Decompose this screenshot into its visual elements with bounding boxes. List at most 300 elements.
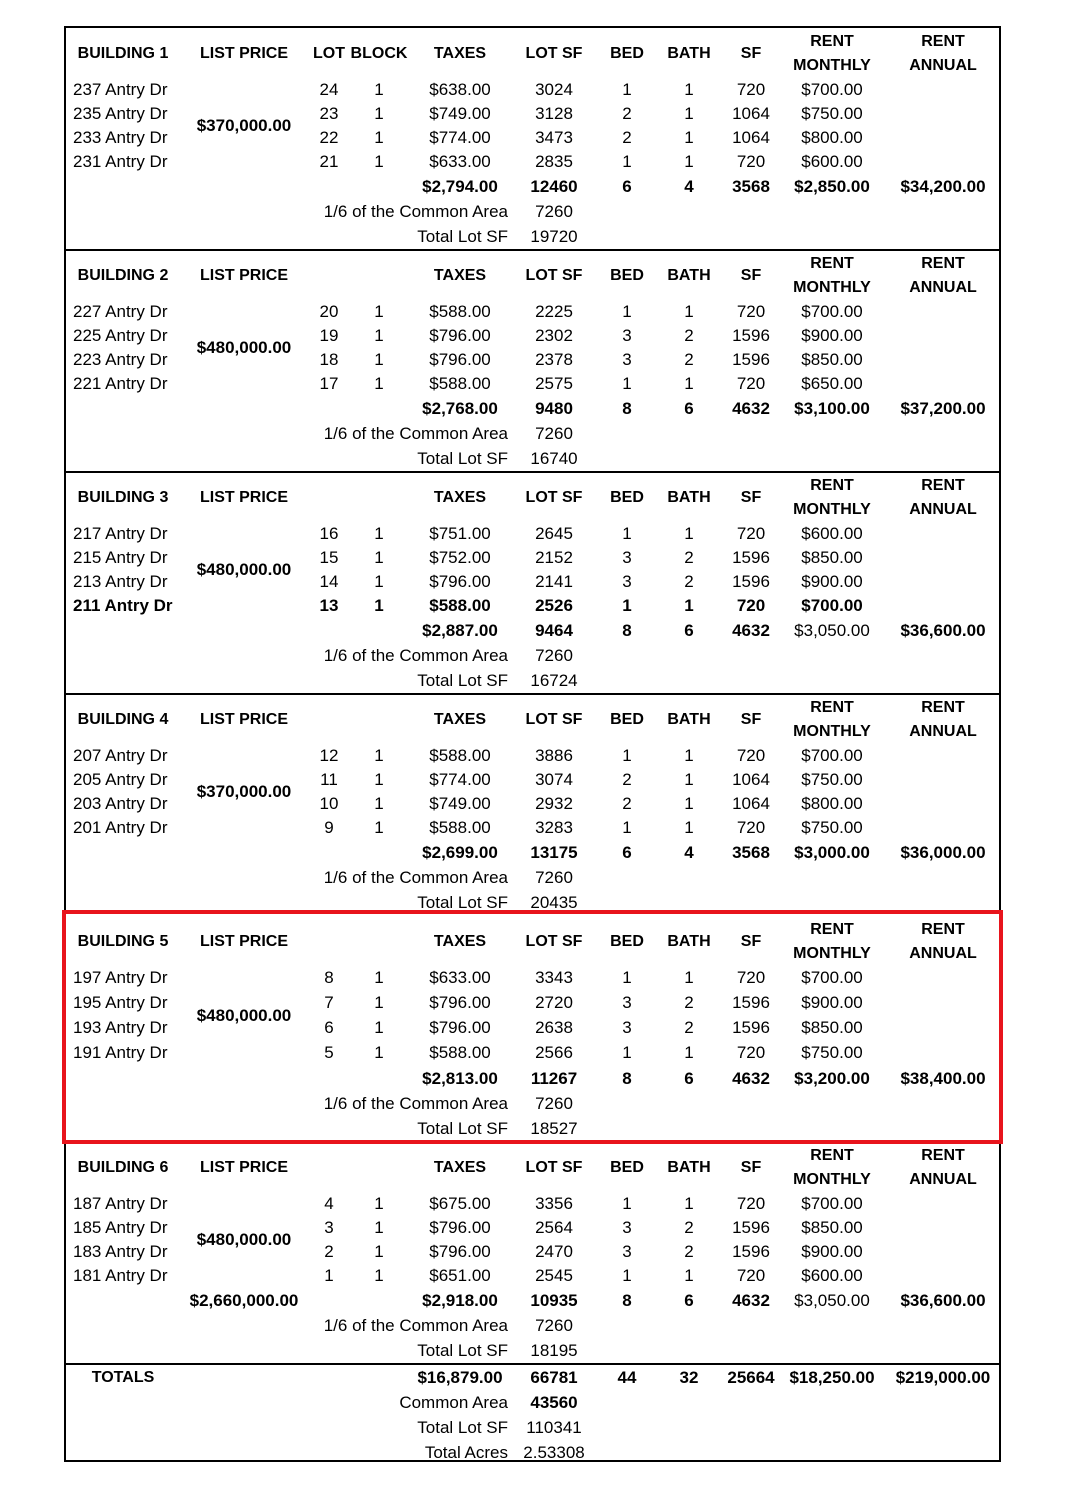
unit-sf: 720 <box>736 1266 766 1285</box>
unit-block: 1 <box>374 1266 384 1285</box>
unit-block: 1 <box>374 770 384 789</box>
annual-header: ANNUAL <box>909 279 977 296</box>
unit-address: 235 Antry Dr <box>73 104 168 123</box>
subtotal-sf: 4632 <box>732 1069 770 1088</box>
subtotal-rent-annual: $34,200.00 <box>900 177 986 196</box>
unit-bath: 1 <box>684 524 694 543</box>
annual-header: ANNUAL <box>909 945 977 962</box>
grand-lot-sf: 66781 <box>530 1368 578 1387</box>
unit-bed: 1 <box>622 1266 632 1285</box>
unit-rent-monthly: $600.00 <box>801 524 863 543</box>
unit-bed: 2 <box>622 128 632 147</box>
unit-bath: 1 <box>684 80 694 99</box>
subtotal-lot-sf: 10935 <box>530 1291 578 1310</box>
subtotal-taxes: $2,699.00 <box>422 843 498 862</box>
unit-address: 213 Antry Dr <box>73 572 168 591</box>
subtotal-bed: 8 <box>622 621 632 640</box>
unit-address: 205 Antry Dr <box>73 770 168 789</box>
subtotal-rent-monthly: $3,000.00 <box>794 843 870 862</box>
total-lot-sf-label: Total Lot SF <box>417 893 508 912</box>
unit-sf: 720 <box>736 524 766 543</box>
unit-block: 1 <box>374 1018 384 1037</box>
unit-lot: 3 <box>324 1218 334 1237</box>
subtotal-bath: 6 <box>684 399 694 418</box>
building-list-price: $480,000.00 <box>196 560 292 579</box>
unit-lot: 14 <box>319 572 339 591</box>
list-price-header: LIST PRICE <box>199 267 289 284</box>
unit-block: 1 <box>374 1194 384 1213</box>
bath-header: BATH <box>667 489 711 506</box>
list-price-header: LIST PRICE <box>199 711 289 728</box>
total-lot-sf-label: Total Lot SF <box>417 1119 508 1138</box>
unit-address: 217 Antry Dr <box>73 524 168 543</box>
unit-taxes: $752.00 <box>429 548 491 567</box>
list-price-header: LIST PRICE <box>199 489 289 506</box>
building-name: BUILDING 5 <box>77 933 169 950</box>
unit-bed: 1 <box>622 1043 632 1062</box>
unit-sf: 720 <box>736 818 766 837</box>
unit-taxes: $588.00 <box>429 818 491 837</box>
unit-taxes: $796.00 <box>429 350 491 369</box>
unit-taxes: $796.00 <box>429 326 491 345</box>
unit-sf: 1064 <box>732 794 770 813</box>
unit-address: 183 Antry Dr <box>73 1242 168 1261</box>
unit-sf: 720 <box>736 746 766 765</box>
total-lot-sf: 19720 <box>530 227 578 246</box>
taxes-header: TAXES <box>433 489 487 506</box>
bath-header: BATH <box>667 933 711 950</box>
sf-header: SF <box>740 1159 762 1176</box>
unit-bed: 3 <box>622 1018 632 1037</box>
unit-lot: 23 <box>319 104 339 123</box>
unit-address: 233 Antry Dr <box>73 128 168 147</box>
total-lot-sf-label: Total Lot SF <box>417 1341 508 1360</box>
lot-sf-header: LOT SF <box>525 489 583 506</box>
unit-rent-monthly: $650.00 <box>801 374 863 393</box>
unit-block: 1 <box>374 596 384 615</box>
taxes-header: TAXES <box>433 933 487 950</box>
unit-lot: 17 <box>319 374 339 393</box>
unit-lot-sf: 3128 <box>535 104 573 123</box>
unit-lot: 11 <box>320 770 338 789</box>
lot-sf-header: LOT SF <box>525 45 583 62</box>
grand-total-lot-sf-label: Total Lot SF <box>417 1418 508 1437</box>
unit-lot-sf: 2152 <box>535 548 573 567</box>
grand-common-area-label: Common Area <box>399 1393 508 1412</box>
unit-lot: 5 <box>324 1043 334 1062</box>
subtotal-lot-sf: 13175 <box>530 843 578 862</box>
unit-address: 187 Antry Dr <box>73 1194 168 1213</box>
total-lot-sf-label: Total Lot SF <box>417 227 508 246</box>
unit-block: 1 <box>374 326 384 345</box>
unit-lot: 13 <box>319 596 339 615</box>
unit-sf: 1064 <box>732 770 770 789</box>
rent-header: RENT <box>810 921 854 938</box>
unit-address: 211 Antry Dr <box>73 596 173 615</box>
common-area-sf: 7260 <box>535 868 573 887</box>
subtotal-rent-annual: $36,600.00 <box>900 1291 986 1310</box>
unit-block: 1 <box>374 128 384 147</box>
unit-address: 203 Antry Dr <box>73 794 168 813</box>
bed-header: BED <box>610 45 644 62</box>
rent-header: RENT <box>810 699 854 716</box>
unit-bed: 3 <box>622 572 632 591</box>
grand-taxes: $16,879.00 <box>417 1368 503 1387</box>
bed-header: BED <box>610 933 644 950</box>
unit-taxes: $588.00 <box>429 596 491 615</box>
unit-lot: 19 <box>319 326 339 345</box>
common-area-sf: 7260 <box>535 646 573 665</box>
bed-header: BED <box>610 267 644 284</box>
bath-header: BATH <box>667 1159 711 1176</box>
monthly-header: MONTHLY <box>793 501 871 518</box>
common-area-sf: 7260 <box>535 1316 573 1335</box>
unit-address: 215 Antry Dr <box>73 548 168 567</box>
total-lot-sf-label: Total Lot SF <box>417 671 508 690</box>
unit-taxes: $796.00 <box>429 1018 491 1037</box>
building-list-price: $370,000.00 <box>196 116 292 135</box>
unit-rent-monthly: $750.00 <box>801 770 863 789</box>
unit-address: 197 Antry Dr <box>73 968 168 987</box>
building-name: BUILDING 2 <box>77 267 169 284</box>
total-lot-sf: 20435 <box>530 893 578 912</box>
monthly-header: MONTHLY <box>793 945 871 962</box>
unit-block: 1 <box>374 572 384 591</box>
building-name: BUILDING 4 <box>77 711 169 728</box>
sf-header: SF <box>740 489 762 506</box>
unit-bed: 1 <box>622 374 632 393</box>
rent-header: RENT <box>921 33 965 50</box>
unit-sf: 720 <box>736 80 766 99</box>
subtotal-bath: 6 <box>684 1291 694 1310</box>
unit-bed: 1 <box>622 152 632 171</box>
unit-bed: 1 <box>622 1194 632 1213</box>
total-lot-sf: 16740 <box>530 449 578 468</box>
rent-header: RENT <box>810 477 854 494</box>
list-price-header: LIST PRICE <box>199 933 289 950</box>
unit-rent-monthly: $800.00 <box>801 128 863 147</box>
unit-lot: 21 <box>319 152 339 171</box>
unit-lot: 15 <box>319 548 339 567</box>
subtotal-rent-monthly: $3,200.00 <box>794 1069 870 1088</box>
unit-sf: 720 <box>736 1194 766 1213</box>
unit-lot-sf: 2225 <box>535 302 573 321</box>
unit-bed: 3 <box>622 548 632 567</box>
subtotal-bed: 8 <box>622 399 632 418</box>
rent-header: RENT <box>810 33 854 50</box>
unit-lot-sf: 2378 <box>535 350 573 369</box>
list-price-header: LIST PRICE <box>199 45 289 62</box>
totals-label: TOTALS <box>91 1369 155 1386</box>
unit-rent-monthly: $700.00 <box>801 1194 863 1213</box>
subtotal-taxes: $2,768.00 <box>422 399 498 418</box>
unit-bed: 1 <box>622 302 632 321</box>
total-acres: 2.53308 <box>523 1443 585 1462</box>
unit-bed: 3 <box>622 350 632 369</box>
unit-taxes: $588.00 <box>429 374 491 393</box>
unit-rent-monthly: $700.00 <box>801 596 863 615</box>
subtotal-bed: 6 <box>622 843 632 862</box>
common-area-label: 1/6 of the Common Area <box>323 424 508 443</box>
total-lot-sf: 16724 <box>530 671 578 690</box>
unit-lot-sf: 3356 <box>535 1194 573 1213</box>
unit-lot: 20 <box>319 302 339 321</box>
subtotal-lot-sf: 12460 <box>530 177 578 196</box>
unit-lot: 18 <box>319 350 339 369</box>
sf-header: SF <box>740 711 762 728</box>
subtotal-rent-annual: $36,600.00 <box>900 621 986 640</box>
unit-bath: 1 <box>684 746 694 765</box>
unit-bed: 1 <box>622 818 632 837</box>
common-area-sf: 7260 <box>535 202 573 221</box>
unit-lot-sf: 2545 <box>535 1266 573 1285</box>
property-spreadsheet <box>64 26 1001 1462</box>
lot-sf-header: LOT SF <box>525 711 583 728</box>
unit-taxes: $796.00 <box>429 1242 491 1261</box>
subtotal-rent-monthly: $3,050.00 <box>794 621 870 640</box>
unit-sf: 720 <box>736 302 766 321</box>
unit-lot: 22 <box>319 128 339 147</box>
unit-taxes: $588.00 <box>429 746 491 765</box>
unit-sf: 720 <box>736 596 766 615</box>
unit-address: 221 Antry Dr <box>73 374 168 393</box>
unit-rent-monthly: $850.00 <box>801 1218 863 1237</box>
unit-bath: 2 <box>684 326 694 345</box>
unit-taxes: $796.00 <box>429 572 491 591</box>
unit-bath: 1 <box>684 794 694 813</box>
grand-rent-annual: $219,000.00 <box>895 1368 991 1387</box>
common-area-label: 1/6 of the Common Area <box>323 202 508 221</box>
subtotal-bath: 6 <box>684 621 694 640</box>
unit-address: 185 Antry Dr <box>73 1218 168 1237</box>
unit-rent-monthly: $750.00 <box>801 104 863 123</box>
unit-address: 227 Antry Dr <box>73 302 168 321</box>
unit-rent-monthly: $900.00 <box>801 326 863 345</box>
unit-sf: 720 <box>736 968 766 987</box>
unit-rent-monthly: $900.00 <box>801 993 863 1012</box>
sf-header: SF <box>740 933 762 950</box>
bed-header: BED <box>610 711 644 728</box>
total-lot-sf-label: Total Lot SF <box>417 449 508 468</box>
unit-rent-monthly: $600.00 <box>801 152 863 171</box>
subtotal-lot-sf: 9480 <box>535 399 573 418</box>
unit-bath: 2 <box>684 993 694 1012</box>
section-divider <box>66 1363 999 1365</box>
subtotal-lot-sf: 9464 <box>535 621 573 640</box>
unit-lot: 10 <box>319 794 339 813</box>
block-header: BLOCK <box>350 45 408 62</box>
unit-taxes: $796.00 <box>429 1218 491 1237</box>
unit-rent-monthly: $850.00 <box>801 548 863 567</box>
unit-lot: 12 <box>319 746 339 765</box>
monthly-header: MONTHLY <box>793 723 871 740</box>
unit-sf: 1064 <box>732 128 770 147</box>
unit-block: 1 <box>374 794 384 813</box>
taxes-header: TAXES <box>433 45 487 62</box>
unit-bath: 1 <box>684 1266 694 1285</box>
unit-bed: 1 <box>622 80 632 99</box>
unit-rent-monthly: $700.00 <box>801 302 863 321</box>
grand-sf: 25664 <box>727 1368 775 1387</box>
sf-header: SF <box>740 267 762 284</box>
building-name: BUILDING 3 <box>77 489 169 506</box>
unit-lot-sf: 3074 <box>535 770 573 789</box>
common-area-label: 1/6 of the Common Area <box>323 868 508 887</box>
annual-header: ANNUAL <box>909 1171 977 1188</box>
unit-rent-monthly: $600.00 <box>801 1266 863 1285</box>
unit-lot-sf: 3473 <box>535 128 573 147</box>
annual-header: ANNUAL <box>909 57 977 74</box>
building-list-price: $370,000.00 <box>196 782 292 801</box>
unit-rent-monthly: $700.00 <box>801 746 863 765</box>
lot-sf-header: LOT SF <box>525 267 583 284</box>
taxes-header: TAXES <box>433 1159 487 1176</box>
unit-block: 1 <box>374 104 384 123</box>
subtotal-bath: 4 <box>684 843 694 862</box>
subtotal-rent-monthly: $3,050.00 <box>794 1291 870 1310</box>
unit-lot-sf: 2645 <box>535 524 573 543</box>
subtotal-bed: 8 <box>622 1291 632 1310</box>
unit-block: 1 <box>374 152 384 171</box>
subtotal-taxes: $2,887.00 <box>422 621 498 640</box>
unit-taxes: $651.00 <box>429 1266 491 1285</box>
section-divider <box>66 249 999 251</box>
unit-block: 1 <box>374 80 384 99</box>
building-name: BUILDING 1 <box>77 45 169 62</box>
unit-rent-monthly: $800.00 <box>801 794 863 813</box>
building-list-price: $480,000.00 <box>196 1230 292 1249</box>
unit-bed: 2 <box>622 104 632 123</box>
common-area-sf: 7260 <box>535 1094 573 1113</box>
unit-lot-sf: 2566 <box>535 1043 573 1062</box>
unit-lot-sf: 2470 <box>535 1242 573 1261</box>
annual-header: ANNUAL <box>909 723 977 740</box>
taxes-header: TAXES <box>433 711 487 728</box>
unit-bath: 1 <box>684 770 694 789</box>
grand-rent-monthly: $18,250.00 <box>789 1368 875 1387</box>
unit-lot: 1 <box>324 1266 334 1285</box>
annual-header: ANNUAL <box>909 501 977 518</box>
unit-taxes: $588.00 <box>429 1043 491 1062</box>
common-area-sf: 7260 <box>535 424 573 443</box>
unit-bath: 1 <box>684 818 694 837</box>
unit-block: 1 <box>374 818 384 837</box>
grand-common-area-sf: 43560 <box>530 1393 578 1412</box>
subtotal-sf: 4632 <box>732 399 770 418</box>
unit-bed: 1 <box>622 596 632 615</box>
unit-bath: 1 <box>684 128 694 147</box>
unit-bed: 2 <box>622 770 632 789</box>
unit-sf: 720 <box>736 152 766 171</box>
total-acres-label: Total Acres <box>424 1443 508 1462</box>
unit-sf: 1596 <box>732 993 770 1012</box>
unit-bath: 1 <box>684 1043 694 1062</box>
unit-rent-monthly: $850.00 <box>801 1018 863 1037</box>
unit-bath: 1 <box>684 152 694 171</box>
unit-taxes: $675.00 <box>429 1194 491 1213</box>
subtotal-rent-monthly: $3,100.00 <box>794 399 870 418</box>
total-lot-sf: 18527 <box>530 1119 578 1138</box>
subtotal-bath: 6 <box>684 1069 694 1088</box>
total-lot-sf: 18195 <box>530 1341 578 1360</box>
unit-lot: 24 <box>319 80 339 99</box>
unit-lot: 7 <box>324 993 334 1012</box>
unit-bath: 1 <box>684 302 694 321</box>
grand-bath: 32 <box>679 1368 699 1387</box>
unit-block: 1 <box>374 968 384 987</box>
unit-bed: 1 <box>622 746 632 765</box>
grand-bed: 44 <box>617 1368 637 1387</box>
unit-rent-monthly: $700.00 <box>801 968 863 987</box>
unit-block: 1 <box>374 746 384 765</box>
grand-total-lot-sf: 110341 <box>526 1418 582 1437</box>
taxes-header: TAXES <box>433 267 487 284</box>
unit-lot-sf: 2564 <box>535 1218 573 1237</box>
unit-lot-sf: 2932 <box>535 794 573 813</box>
building-name: BUILDING 6 <box>77 1159 169 1176</box>
unit-block: 1 <box>374 302 384 321</box>
unit-lot-sf: 2720 <box>535 993 573 1012</box>
subtotal-bath: 4 <box>684 177 694 196</box>
subtotal-lot-sf: 11267 <box>530 1069 578 1088</box>
lot-sf-header: LOT SF <box>525 1159 583 1176</box>
rent-header: RENT <box>921 477 965 494</box>
rent-header: RENT <box>921 1147 965 1164</box>
subtotal-bed: 6 <box>622 177 632 196</box>
common-area-label: 1/6 of the Common Area <box>323 1316 508 1335</box>
unit-taxes: $633.00 <box>429 152 491 171</box>
unit-lot-sf: 3343 <box>535 968 573 987</box>
unit-bath: 2 <box>684 1218 694 1237</box>
unit-sf: 720 <box>736 1043 766 1062</box>
monthly-header: MONTHLY <box>793 57 871 74</box>
unit-bath: 2 <box>684 548 694 567</box>
unit-bath: 2 <box>684 1242 694 1261</box>
portfolio-list-price-total: $2,660,000.00 <box>189 1291 299 1310</box>
unit-block: 1 <box>374 548 384 567</box>
monthly-header: MONTHLY <box>793 279 871 296</box>
unit-bed: 1 <box>622 524 632 543</box>
unit-taxes: $588.00 <box>429 302 491 321</box>
unit-bed: 3 <box>622 326 632 345</box>
building-list-price: $480,000.00 <box>196 1005 292 1025</box>
rent-header: RENT <box>810 1147 854 1164</box>
unit-rent-monthly: $750.00 <box>801 818 863 837</box>
unit-sf: 1064 <box>732 104 770 123</box>
common-area-label: 1/6 of the Common Area <box>323 646 508 665</box>
unit-bed: 3 <box>622 1218 632 1237</box>
unit-lot-sf: 3283 <box>535 818 573 837</box>
bath-header: BATH <box>667 45 711 62</box>
unit-rent-monthly: $900.00 <box>801 572 863 591</box>
unit-taxes: $638.00 <box>429 80 491 99</box>
unit-bed: 3 <box>622 993 632 1012</box>
unit-taxes: $749.00 <box>429 794 491 813</box>
subtotal-rent-annual: $38,400.00 <box>900 1069 986 1088</box>
unit-rent-monthly: $750.00 <box>801 1043 863 1062</box>
subtotal-rent-monthly: $2,850.00 <box>794 177 870 196</box>
unit-bath: 1 <box>684 104 694 123</box>
unit-bed: 2 <box>622 794 632 813</box>
unit-rent-monthly: $850.00 <box>801 350 863 369</box>
subtotal-taxes: $2,794.00 <box>422 177 498 196</box>
unit-taxes: $751.00 <box>429 524 491 543</box>
unit-address: 237 Antry Dr <box>73 80 168 99</box>
unit-lot: 16 <box>319 524 339 543</box>
unit-taxes: $774.00 <box>429 128 491 147</box>
unit-taxes: $633.00 <box>429 968 491 987</box>
unit-lot: 4 <box>324 1194 334 1213</box>
